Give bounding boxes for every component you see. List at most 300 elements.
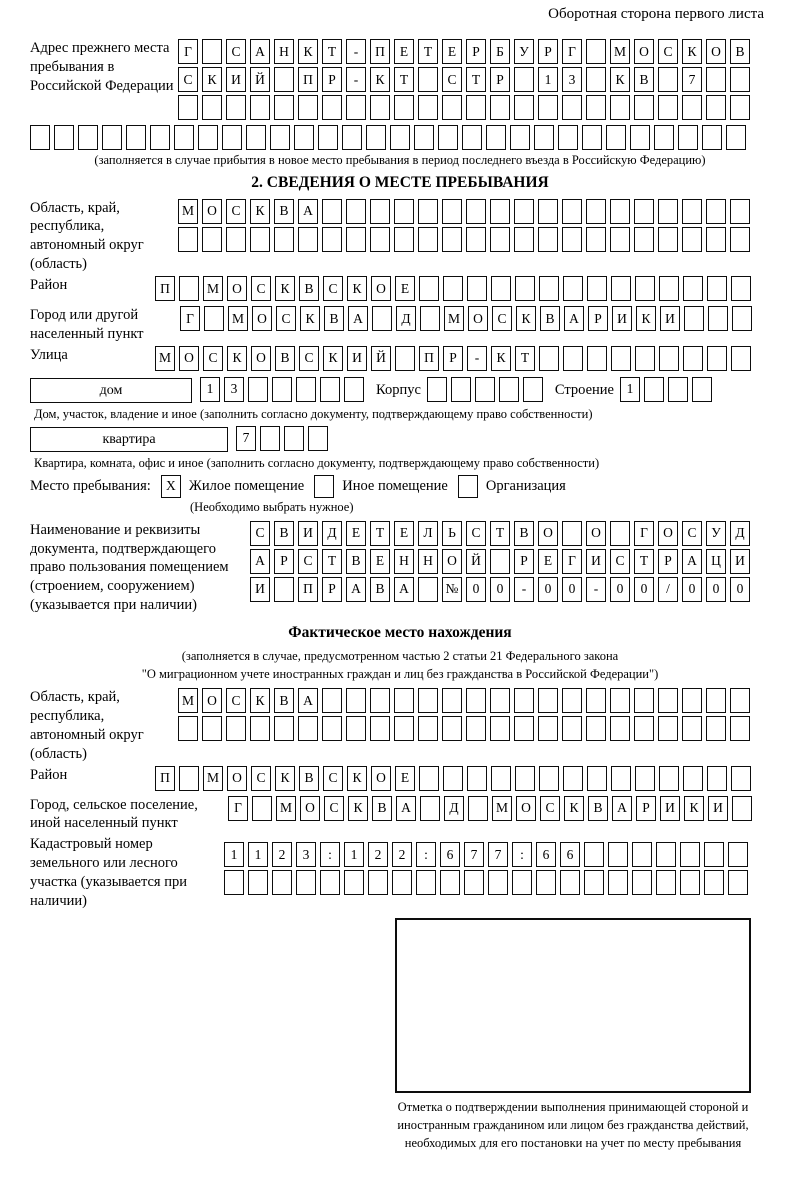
char-cell: В (634, 67, 654, 92)
char-cell (683, 766, 703, 791)
cadastre-cells (224, 842, 770, 898)
char-cell (420, 306, 440, 331)
char-cell (322, 716, 342, 741)
apartment-number-cells (236, 426, 328, 451)
char-cell: М (203, 276, 223, 301)
char-cell (706, 199, 726, 224)
char-cell (514, 95, 534, 120)
char-cell (610, 199, 630, 224)
char-cell (563, 346, 583, 371)
char-cell (587, 276, 607, 301)
char-cell: Е (395, 766, 415, 791)
char-cell (658, 67, 678, 92)
char-cell: К (323, 346, 343, 371)
stay-section-title: 2. СВЕДЕНИЯ О МЕСТЕ ПРЕБЫВАНИЯ (251, 173, 549, 191)
char-cell: О (371, 766, 391, 791)
char-cell: Г (228, 796, 248, 821)
region-cells (178, 199, 770, 255)
char-cell: В (514, 521, 534, 546)
char-cell: С (492, 306, 512, 331)
char-cell: 0 (610, 577, 630, 602)
region-row-2 (178, 227, 770, 252)
prev-address-block (30, 39, 770, 123)
char-cell: 6 (536, 842, 556, 867)
street-row (155, 346, 751, 371)
char-cell (418, 688, 438, 713)
char-cell: С (276, 306, 296, 331)
stay-place-label: Место пребывания: (30, 477, 151, 494)
char-cell (730, 716, 750, 741)
char-cell: А (612, 796, 632, 821)
char-cell (659, 276, 679, 301)
actual-region-label: Область, край, республика, автономный округ (область) (30, 689, 144, 762)
char-cell (634, 227, 654, 252)
char-cell (634, 716, 654, 741)
char-cell (668, 377, 688, 402)
char-cell: К (491, 346, 511, 371)
char-cell: Т (370, 521, 390, 546)
char-cell (451, 377, 471, 402)
char-cell (442, 199, 462, 224)
char-cell (514, 199, 534, 224)
char-cell (246, 125, 266, 150)
char-cell (296, 377, 316, 402)
actual-city-row (228, 796, 752, 821)
char-cell (322, 199, 342, 224)
char-cell (366, 125, 386, 150)
char-cell: Б (490, 39, 510, 64)
char-cell (390, 125, 410, 150)
char-cell (30, 125, 50, 150)
char-cell (704, 842, 724, 867)
char-cell (250, 95, 270, 120)
option-organization-label: Организация (485, 477, 566, 494)
char-cell: Т (322, 549, 342, 574)
char-cell (486, 125, 506, 150)
char-cell (322, 95, 342, 120)
checkbox-other-premises (314, 475, 334, 498)
char-cell (226, 227, 246, 252)
char-cell: К (636, 306, 656, 331)
char-cell (466, 688, 486, 713)
char-cell (174, 125, 194, 150)
document-row-2 (250, 549, 770, 574)
street-block (30, 346, 770, 374)
actual-region-row-1 (178, 688, 770, 713)
char-cell (368, 870, 388, 895)
actual-district-row (155, 766, 751, 791)
char-cell: А (298, 199, 318, 224)
char-cell: - (346, 39, 366, 64)
char-cell (644, 377, 664, 402)
char-cell (442, 716, 462, 741)
char-cell: Т (322, 39, 342, 64)
char-cell (202, 227, 222, 252)
char-cell (731, 276, 751, 301)
char-cell (443, 276, 463, 301)
char-cell (684, 306, 704, 331)
char-cell (320, 377, 340, 402)
char-cell: 6 (440, 842, 460, 867)
char-cell (656, 870, 676, 895)
char-cell: М (610, 39, 630, 64)
char-cell (226, 716, 246, 741)
char-cell (562, 688, 582, 713)
street-label: Улица (30, 346, 68, 363)
char-cell (706, 67, 726, 92)
char-cell: А (250, 549, 270, 574)
district-label: Район (30, 277, 68, 293)
char-cell: 2 (392, 842, 412, 867)
char-cell (682, 227, 702, 252)
char-cell (346, 716, 366, 741)
char-cell (370, 199, 390, 224)
char-cell: О (300, 796, 320, 821)
char-cell (611, 766, 631, 791)
char-cell (419, 276, 439, 301)
char-cell: О (442, 549, 462, 574)
char-cell (728, 842, 748, 867)
char-cell: В (324, 306, 344, 331)
char-cell (466, 716, 486, 741)
char-cell (656, 842, 676, 867)
char-cell: С (658, 39, 678, 64)
char-cell: Р (636, 796, 656, 821)
char-cell: И (660, 796, 680, 821)
char-cell: И (298, 521, 318, 546)
char-cell: Л (418, 521, 438, 546)
char-cell (692, 377, 712, 402)
char-cell: В (346, 549, 366, 574)
char-cell: : (320, 842, 340, 867)
char-cell: А (346, 577, 366, 602)
char-cell (318, 125, 338, 150)
char-cell (586, 39, 606, 64)
char-cell (634, 199, 654, 224)
char-cell: К (516, 306, 536, 331)
char-cell: Т (466, 67, 486, 92)
char-cell (678, 125, 698, 150)
char-cell (584, 842, 604, 867)
district-block (30, 276, 770, 304)
char-cell: 3 (562, 67, 582, 92)
char-cell (586, 716, 606, 741)
document-row-3 (250, 577, 770, 602)
char-cell: К (250, 199, 270, 224)
char-cell (632, 870, 652, 895)
char-cell (730, 227, 750, 252)
char-cell: А (348, 306, 368, 331)
char-cell: М (492, 796, 512, 821)
char-cell (274, 577, 294, 602)
char-cell: 0 (634, 577, 654, 602)
char-cell (562, 199, 582, 224)
char-cell: К (202, 67, 222, 92)
char-cell: В (274, 199, 294, 224)
char-cell: М (444, 306, 464, 331)
char-cell (538, 199, 558, 224)
char-cell: И (708, 796, 728, 821)
char-cell (514, 716, 534, 741)
char-cell: Д (444, 796, 464, 821)
char-cell (394, 716, 414, 741)
char-cell (538, 227, 558, 252)
char-cell (270, 125, 290, 150)
char-cell: О (371, 276, 391, 301)
building-cells (427, 377, 543, 402)
char-cell (610, 688, 630, 713)
char-cell: О (227, 766, 247, 791)
char-cell: Р (588, 306, 608, 331)
cadastre-row-2 (224, 870, 770, 895)
char-cell (558, 125, 578, 150)
char-cell (490, 549, 510, 574)
char-cell (438, 125, 458, 150)
char-cell (202, 716, 222, 741)
char-cell: 3 (224, 377, 244, 402)
char-cell: 0 (706, 577, 726, 602)
region-label: Область, край, республика, автономный округ (область) (30, 199, 144, 273)
char-cell (682, 688, 702, 713)
char-cell (523, 377, 543, 402)
char-cell: К (347, 766, 367, 791)
char-cell: - (346, 67, 366, 92)
char-cell: А (396, 796, 416, 821)
char-cell (346, 688, 366, 713)
char-cell (226, 95, 246, 120)
char-cell (586, 95, 606, 120)
char-cell: С (299, 346, 319, 371)
char-cell (534, 125, 554, 150)
char-cell: : (416, 842, 436, 867)
char-cell (150, 125, 170, 150)
char-cell: 0 (682, 577, 702, 602)
char-cell (658, 199, 678, 224)
char-cell: Е (394, 521, 414, 546)
char-cell (392, 870, 412, 895)
char-cell: М (203, 766, 223, 791)
char-cell (475, 377, 495, 402)
char-cell (562, 227, 582, 252)
char-cell (634, 688, 654, 713)
char-cell (467, 276, 487, 301)
char-cell (702, 125, 722, 150)
char-cell: С (442, 67, 462, 92)
char-cell (440, 870, 460, 895)
char-cell: П (370, 39, 390, 64)
char-cell (706, 227, 726, 252)
district-row (155, 276, 751, 301)
char-cell: А (564, 306, 584, 331)
char-cell (632, 842, 652, 867)
char-cell (683, 276, 703, 301)
char-cell: С (323, 766, 343, 791)
char-cell (560, 870, 580, 895)
char-cell: Р (490, 67, 510, 92)
char-cell (538, 688, 558, 713)
char-cell (260, 426, 280, 451)
char-cell: - (514, 577, 534, 602)
char-cell: 1 (538, 67, 558, 92)
char-cell: В (730, 39, 750, 64)
city-row (180, 306, 752, 331)
char-cell (344, 377, 364, 402)
char-cell: Е (395, 276, 415, 301)
char-cell: С (540, 796, 560, 821)
char-cell (346, 199, 366, 224)
char-cell (342, 125, 362, 150)
char-cell: 3 (296, 842, 316, 867)
char-cell: В (540, 306, 560, 331)
char-cell: В (588, 796, 608, 821)
registration-stamp-box (395, 918, 751, 1093)
char-cell: К (300, 306, 320, 331)
char-cell (611, 346, 631, 371)
char-cell (610, 716, 630, 741)
title-document-cells (250, 521, 770, 605)
char-cell (630, 125, 650, 150)
char-cell: К (275, 276, 295, 301)
char-cell: Н (274, 39, 294, 64)
char-cell (370, 95, 390, 120)
char-cell (296, 870, 316, 895)
page-header-note: Оборотная сторона первого листа (548, 6, 764, 22)
char-cell: К (298, 39, 318, 64)
title-document-block (30, 521, 770, 615)
char-cell (491, 276, 511, 301)
char-cell (418, 67, 438, 92)
char-cell (730, 95, 750, 120)
char-cell: Д (396, 306, 416, 331)
char-cell: Р (514, 549, 534, 574)
char-cell: К (684, 796, 704, 821)
char-cell (707, 276, 727, 301)
prev-address-label: Адрес прежнего места пребывания в Российской Федерации (30, 40, 174, 94)
char-cell (488, 870, 508, 895)
char-cell (586, 199, 606, 224)
char-cell: П (155, 766, 175, 791)
char-cell (179, 276, 199, 301)
char-cell (370, 716, 390, 741)
char-cell: И (250, 577, 270, 602)
char-cell: Д (322, 521, 342, 546)
actual-city-label: Город, сельское поселение, иной населенный пункт (30, 796, 198, 832)
prev-address-row-1 (178, 39, 770, 64)
char-cell (466, 199, 486, 224)
char-cell: Р (322, 67, 342, 92)
char-cell (587, 766, 607, 791)
char-cell (658, 227, 678, 252)
char-cell: О (227, 276, 247, 301)
char-cell: И (226, 67, 246, 92)
char-cell (706, 716, 726, 741)
char-cell (562, 716, 582, 741)
char-cell: Е (442, 39, 462, 64)
char-cell (563, 766, 583, 791)
char-cell (178, 95, 198, 120)
char-cell: В (372, 796, 392, 821)
actual-location-note-line2: "О миграционном учете иностранных граждан и лиц без гражданства в Российской Федерации") (141, 667, 659, 682)
char-cell (126, 125, 146, 150)
char-cell (202, 39, 222, 64)
char-cell: № (442, 577, 462, 602)
char-cell (466, 227, 486, 252)
char-cell (298, 227, 318, 252)
char-cell (274, 716, 294, 741)
char-cell (512, 870, 532, 895)
char-cell: Т (634, 549, 654, 574)
char-cell (102, 125, 122, 150)
char-cell (706, 95, 726, 120)
char-cell: 1 (620, 377, 640, 402)
char-cell (514, 688, 534, 713)
char-cell (490, 227, 510, 252)
char-cell (418, 95, 438, 120)
char-cell (515, 276, 535, 301)
char-cell (179, 766, 199, 791)
checkbox-organization (458, 475, 478, 498)
char-cell (419, 766, 439, 791)
char-cell (539, 276, 559, 301)
prev-address-row-2 (178, 67, 770, 92)
region-row-1 (178, 199, 770, 224)
title-document-label: Наименование и реквизиты документа, подтверждающего право пользования помещением (строением, сооружением) (указывается при наличии) (30, 521, 229, 614)
char-cell: 0 (730, 577, 750, 602)
char-cell: П (298, 67, 318, 92)
char-cell: К (250, 688, 270, 713)
char-cell: О (586, 521, 606, 546)
char-cell (514, 227, 534, 252)
cadastre-block (30, 835, 770, 910)
char-cell (610, 521, 630, 546)
char-cell (704, 870, 724, 895)
char-cell (78, 125, 98, 150)
char-cell (658, 716, 678, 741)
char-cell (635, 766, 655, 791)
char-cell: Ь (442, 521, 462, 546)
char-cell: П (419, 346, 439, 371)
char-cell (418, 577, 438, 602)
char-cell: С (610, 549, 630, 574)
char-cell (372, 306, 392, 331)
char-cell: С (323, 276, 343, 301)
option-other-premises-label: Иное помещение (342, 477, 448, 494)
char-cell (732, 796, 752, 821)
char-cell: О (516, 796, 536, 821)
document-row-1 (250, 521, 770, 546)
char-cell: И (612, 306, 632, 331)
char-cell: 1 (200, 377, 220, 402)
char-cell (490, 716, 510, 741)
char-cell (680, 842, 700, 867)
char-cell: 6 (560, 842, 580, 867)
char-cell: С (203, 346, 223, 371)
char-cell (224, 870, 244, 895)
char-cell (442, 95, 462, 120)
char-cell (204, 306, 224, 331)
char-cell (178, 716, 198, 741)
char-cell: И (586, 549, 606, 574)
char-cell: М (155, 346, 175, 371)
char-cell (658, 95, 678, 120)
char-cell: П (155, 276, 175, 301)
char-cell (467, 766, 487, 791)
char-cell: О (706, 39, 726, 64)
char-cell (418, 199, 438, 224)
city-block (30, 306, 770, 344)
char-cell (606, 125, 626, 150)
char-cell (427, 377, 447, 402)
